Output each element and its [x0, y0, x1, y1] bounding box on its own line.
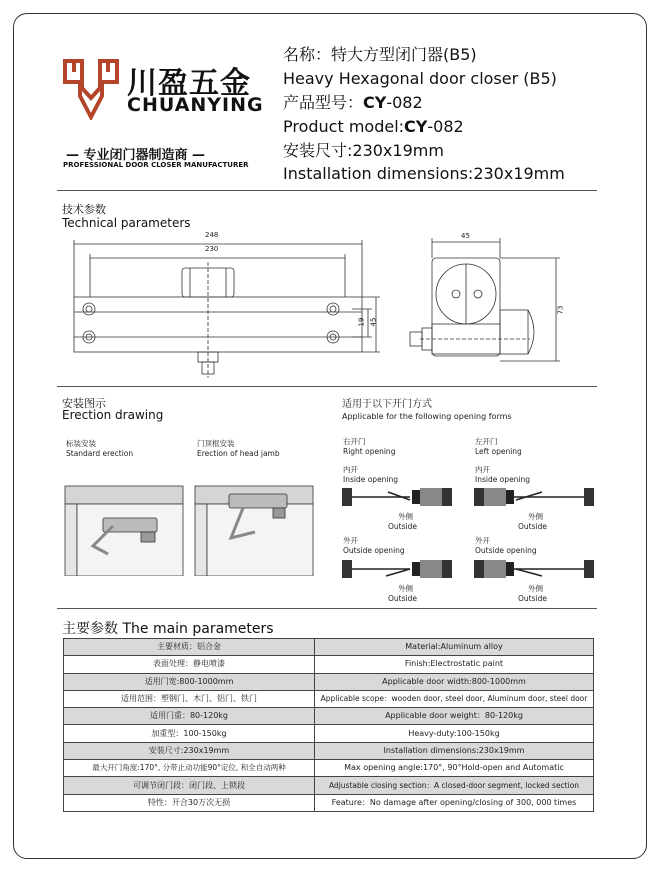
- divider: [57, 608, 597, 609]
- install-size-cn: 安装尺寸:230x19mm: [283, 141, 444, 160]
- erection-title-cn: 安装图示: [62, 397, 106, 410]
- left-opening-label: 左开门 Left opening: [475, 437, 522, 456]
- right-opening-label: 右开门 Right opening: [343, 437, 396, 456]
- param-en: Applicable door weight：80-120kg: [315, 708, 594, 725]
- param-en: Material:Aluminum alloy: [315, 639, 594, 656]
- table-row: [64, 742, 594, 759]
- table-row: [64, 639, 594, 656]
- dim-height: 45: [369, 317, 378, 327]
- param-cn: 安装尺寸:230x19mm: [64, 742, 315, 759]
- param-en: Max opening angle:170°, 90°Hold-open and Automatic: [315, 760, 594, 777]
- table-row: [64, 794, 594, 811]
- brand-slogan-cn: — 专业闭门器制造商 —: [66, 148, 206, 163]
- dim-side-width: 45: [461, 232, 470, 240]
- main-params-title: 主要参数 The main parameters: [62, 621, 274, 637]
- opening-title-cn: 适用于以下开门方式: [342, 399, 432, 410]
- table-row: [64, 690, 594, 707]
- param-cn: 适用门宽:800-1000mm: [64, 673, 315, 690]
- right-outside-label: 外开 Outside opening: [343, 536, 405, 555]
- brand-name-cn: 川盈五金: [127, 66, 251, 101]
- param-cn: 适用门重：80-120kg: [64, 708, 315, 725]
- product-name-en: Heavy Hexagonal door closer (B5): [283, 69, 557, 88]
- param-en: Applicable scope：wooden door, steel door, Aluminum door, steel door: [315, 690, 594, 707]
- front-view-drawing: [60, 232, 380, 382]
- left-inside-outer-label: 外侧 Outside: [518, 512, 547, 531]
- product-model-en: Product model:CY-082: [283, 117, 464, 136]
- table-row: [64, 777, 594, 794]
- brand-slogan-en: PROFESSIONAL DOOR CLOSER MANUFACTURER: [63, 161, 249, 169]
- technical-title-en: Technical parameters: [62, 216, 191, 230]
- brand-name-en: CHUANYING: [127, 94, 264, 116]
- right-outside-door-icon: [340, 558, 465, 582]
- left-outside-label: 外开 Outside opening: [475, 536, 537, 555]
- main-params-table: [63, 638, 594, 812]
- left-outside-door-icon: [472, 558, 597, 582]
- table-row: [64, 760, 594, 777]
- param-en: Feature：No damage after opening/closing of 300, 000 times: [315, 794, 594, 811]
- left-outside-outer-label: 外侧 Outside: [518, 584, 547, 603]
- divider: [57, 190, 597, 191]
- right-inside-outer-label: 外侧 Outside: [388, 512, 417, 531]
- right-inside-door-icon: [340, 486, 465, 508]
- erection-title-en: Erection drawing: [62, 408, 164, 422]
- standard-erection-label: 标装安装 Standard erection: [66, 439, 134, 458]
- left-inside-label: 内开 Inside opening: [475, 465, 531, 484]
- brand-logo-icon: [62, 58, 120, 120]
- param-en: Heavy-duty:100-150kg: [315, 725, 594, 742]
- dim-holes: 230: [205, 245, 219, 253]
- install-size-en: Installation dimensions:230x19mm: [283, 164, 565, 183]
- table-row: [64, 656, 594, 673]
- head-jamb-label: 门顶框安装 Erection of head jamb: [197, 439, 280, 458]
- product-name-cn: 名称：特大方型闭门器(B5): [283, 45, 477, 64]
- dim-overall: 248: [205, 231, 219, 239]
- right-outside-outer-label: 外侧 Outside: [388, 584, 417, 603]
- param-cn: 表面处理：静电喷漆: [64, 656, 315, 673]
- param-cn: 特性：开合30万次无损: [64, 794, 315, 811]
- table-row: [64, 708, 594, 725]
- side-view-drawing: [400, 236, 575, 376]
- dim-side-length: 73: [556, 305, 565, 315]
- param-cn: 可调节闭门段：闭门段、上锁段: [64, 777, 315, 794]
- param-cn: 主要材质：铝合金: [64, 639, 315, 656]
- opening-title-en: Applicable for the following opening forms: [342, 412, 512, 421]
- standard-erection-image: [63, 476, 185, 576]
- param-en: Adjustable closing section：A closed-door segment, locked section: [315, 777, 594, 794]
- param-cn: 适用范围：塑钢门、木门、铝门、铁门: [64, 690, 315, 707]
- technical-title-cn: 技术参数: [62, 203, 106, 216]
- head-jamb-erection-image: [193, 476, 315, 576]
- param-en: Installation dimensions:230x19mm: [315, 742, 594, 759]
- param-en: Applicable door width:800-1000mm: [315, 673, 594, 690]
- divider: [57, 386, 597, 387]
- right-inside-label: 内开 Inside opening: [343, 465, 399, 484]
- table-row: [64, 725, 594, 742]
- dim-bracket: 19: [357, 317, 366, 327]
- param-cn: 加重型：100-150kg: [64, 725, 315, 742]
- product-model-cn: 产品型号：CY-082: [283, 93, 423, 112]
- left-inside-door-icon: [472, 486, 597, 508]
- table-row: [64, 673, 594, 690]
- param-cn: 最大开门角度:170°, 分带止动功能90°定位, 和全自动两种: [64, 760, 315, 777]
- param-en: Finish:Electrostatic paint: [315, 656, 594, 673]
